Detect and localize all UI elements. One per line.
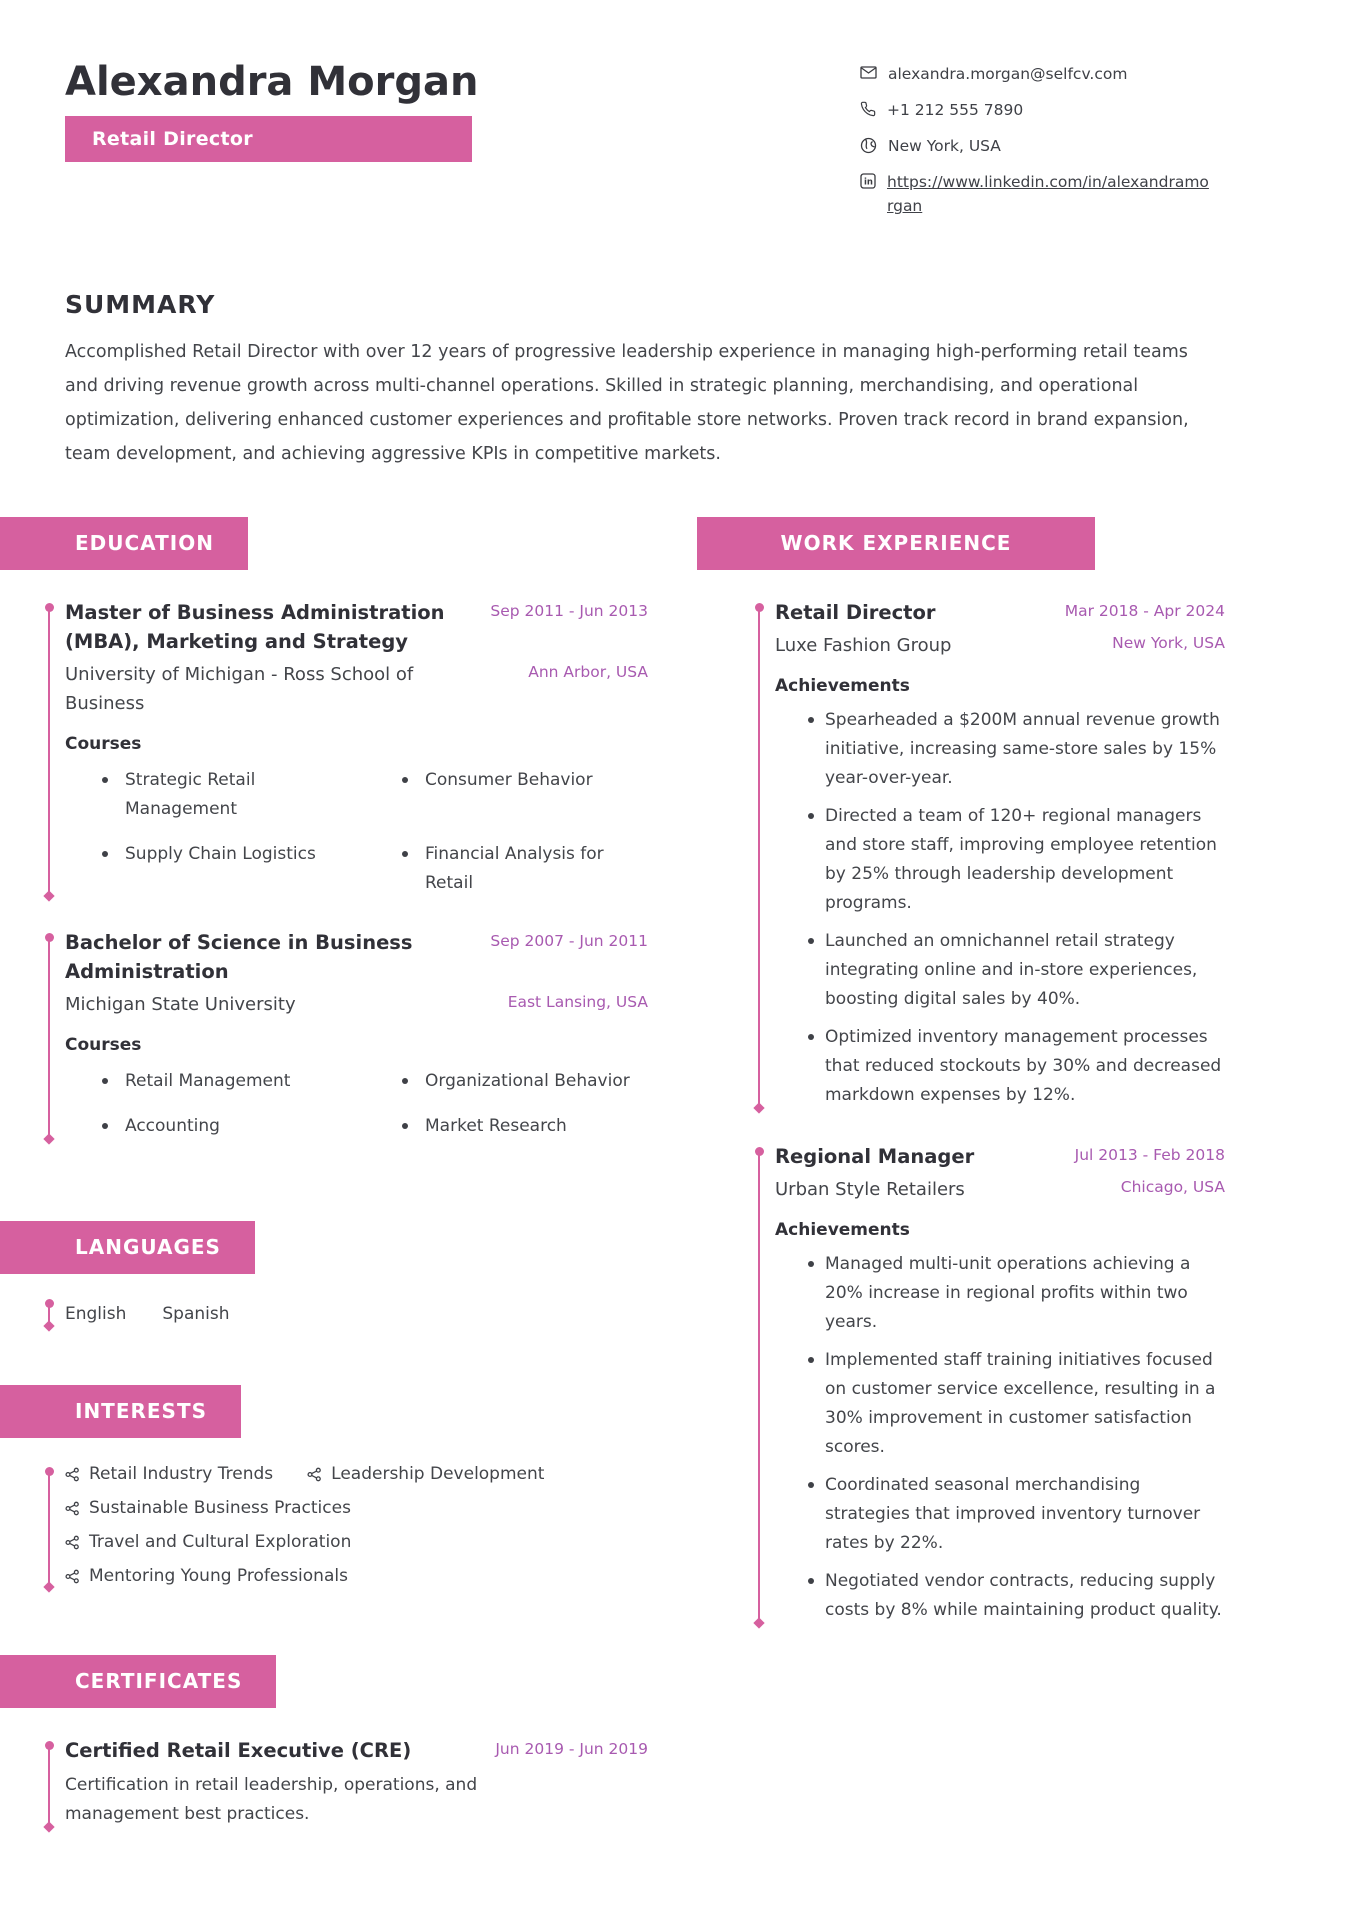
company-name: Urban Style Retailers (775, 1179, 965, 1200)
company-name: Luxe Fashion Group (775, 635, 952, 656)
achievement-item: Coordinated seasonal merchandising strategies that improved inventory turnover rates by 22%. (775, 1471, 1225, 1558)
achievement-item: Launched an omnichannel retail strategy integrating online and in-store experiences, boosting digital sales by 40%. (775, 927, 1225, 1014)
interest-label: Retail Industry Trends (89, 1464, 274, 1484)
achievements-label: Achievements (775, 676, 910, 696)
interests-list (65, 1462, 648, 1589)
education-section-banner (0, 517, 248, 570)
timeline-marker (758, 1152, 760, 1622)
person-name: Alexandra Morgan (65, 59, 479, 105)
school-name: Michigan State University (65, 994, 296, 1015)
languages-section-banner (0, 1221, 255, 1274)
school-name: University of Michigan - Ross School of Business (65, 664, 414, 714)
degree-title: Master of Business Administration (MBA), Marketing and Strategy (65, 601, 445, 653)
date-range: Sep 2007 - Jun 2011 (490, 932, 648, 950)
network-icon (307, 1467, 322, 1482)
achievements-list (775, 706, 1225, 1110)
main-columns (65, 517, 1225, 1829)
job-title-banner (65, 116, 472, 162)
certificate-name: Certified Retail Executive (CRE) (65, 1739, 412, 1762)
achievement-item: Directed a team of 120+ regional managers and store staff, improving employee retention by 25% through leadership development programs. (775, 802, 1225, 918)
achievement-item: Negotiated vendor contracts, reducing supply costs by 8% while maintaining product quality. (775, 1567, 1225, 1625)
job-title: Retail Director (92, 128, 253, 150)
work-section-banner (697, 517, 1095, 570)
courses-list (65, 766, 648, 898)
achievement-item: Optimized inventory management processes that reduced stockouts by 30% and decreased markdown expenses by 12%. (775, 1023, 1225, 1110)
interests-heading: INTERESTS (75, 1399, 207, 1423)
contact-email-row (860, 62, 1275, 86)
contact-location-row (860, 134, 1275, 158)
certificate-entry (65, 1736, 648, 1829)
interest-item (65, 1496, 351, 1521)
date-range: Sep 2011 - Jun 2013 (490, 602, 648, 620)
degree-title: Bachelor of Science in Business Administration (65, 931, 413, 983)
email-value: alexandra.morgan@selfcv.com (888, 65, 1128, 83)
svg-text:in: in (864, 177, 873, 188)
achievement-item: Implemented staff training initiatives focused on customer service excellence, resulting in a 30% improvement in customer satisfaction scores. (775, 1346, 1225, 1462)
achievement-item: Spearheaded a $200M annual revenue growth initiative, increasing same-store sales by 15% year-over-year. (775, 706, 1225, 793)
interests-section-banner (0, 1385, 241, 1438)
interest-item (307, 1462, 544, 1487)
network-icon (65, 1569, 80, 1584)
date-range: Jun 2019 - Jun 2019 (495, 1740, 648, 1758)
location-value: New York, USA (888, 137, 1001, 155)
course-item: Retail Management (65, 1067, 365, 1096)
role-title: Regional Manager (775, 1145, 975, 1168)
phone-value: +1 212 555 7890 (887, 101, 1024, 119)
contact-linkedin-row (860, 170, 1275, 218)
certificates-heading: CERTIFICATES (75, 1669, 243, 1693)
language-item: English (65, 1304, 127, 1324)
email-icon (860, 65, 877, 80)
certificates-section-banner (0, 1655, 276, 1708)
phone-icon (860, 101, 876, 117)
contact-phone-row (860, 98, 1275, 122)
languages-heading: LANGUAGES (75, 1235, 221, 1259)
globe-icon (860, 137, 877, 154)
role-title: Retail Director (775, 601, 936, 624)
left-column (65, 517, 648, 1829)
interest-item (65, 1564, 348, 1589)
course-item: Market Research (365, 1112, 648, 1141)
course-item: Consumer Behavior (365, 766, 648, 824)
course-item: Financial Analysis for Retail (365, 840, 648, 898)
timeline-marker (48, 1304, 50, 1325)
location: New York, USA (1112, 634, 1225, 652)
network-icon (65, 1467, 80, 1482)
interest-label: Travel and Cultural Exploration (89, 1532, 352, 1552)
achievements-label: Achievements (775, 1220, 910, 1240)
interest-label: Sustainable Business Practices (89, 1498, 351, 1518)
network-icon (65, 1501, 80, 1516)
achievements-list (775, 1250, 1225, 1625)
summary-heading: SUMMARY (65, 290, 216, 319)
linkedin-icon (860, 173, 876, 189)
courses-label: Courses (65, 734, 142, 754)
courses-list (65, 1067, 648, 1141)
interest-label: Mentoring Young Professionals (89, 1566, 348, 1586)
date-range: Jul 2013 - Feb 2018 (1074, 1146, 1225, 1164)
location: East Lansing, USA (507, 993, 648, 1011)
timeline-marker (48, 1472, 50, 1586)
right-column (775, 517, 1225, 1829)
courses-label: Courses (65, 1035, 142, 1055)
contact-block (860, 62, 1275, 218)
interest-item (65, 1530, 351, 1555)
education-entry (65, 928, 648, 1141)
timeline-marker (48, 608, 50, 895)
interest-label: Leadership Development (331, 1464, 545, 1484)
work-entry (775, 1142, 1225, 1625)
timeline-marker (48, 1746, 50, 1826)
languages-list (65, 1302, 648, 1327)
work-heading: WORK EXPERIENCE (780, 531, 1012, 555)
course-item: Organizational Behavior (365, 1067, 648, 1096)
location: Ann Arbor, USA (528, 663, 648, 681)
education-heading: EDUCATION (75, 531, 214, 555)
timeline-marker (758, 608, 760, 1107)
timeline-marker (48, 938, 50, 1138)
location: Chicago, USA (1120, 1178, 1225, 1196)
summary-text: Accomplished Retail Director with over 12 years of progressive leadership experience in managing high-performing retail teams and driving revenue growth across multi-channel operations. Skilled in strategic planning, merchandising, and operational optimization, delivering enhanced customer experiences and profitable store networks. Proven track record in brand expansion, team development, and achieving aggressive KPIs in competitive markets. (65, 342, 1189, 464)
interest-item (65, 1462, 273, 1487)
certificate-description: Certification in retail leadership, operations, and management best practices. (65, 1775, 478, 1824)
course-item: Strategic Retail Management (65, 766, 365, 824)
work-entry (775, 598, 1225, 1110)
course-item: Supply Chain Logistics (65, 840, 365, 898)
date-range: Mar 2018 - Apr 2024 (1064, 602, 1225, 620)
linkedin-link[interactable]: https://www.linkedin.com/in/alexandramorgan (887, 173, 1209, 215)
education-entry (65, 598, 648, 898)
language-item: Spanish (162, 1304, 230, 1324)
course-item: Accounting (65, 1112, 365, 1141)
achievement-item: Managed multi-unit operations achieving a 20% increase in regional profits within two years. (775, 1250, 1225, 1337)
network-icon (65, 1535, 80, 1550)
